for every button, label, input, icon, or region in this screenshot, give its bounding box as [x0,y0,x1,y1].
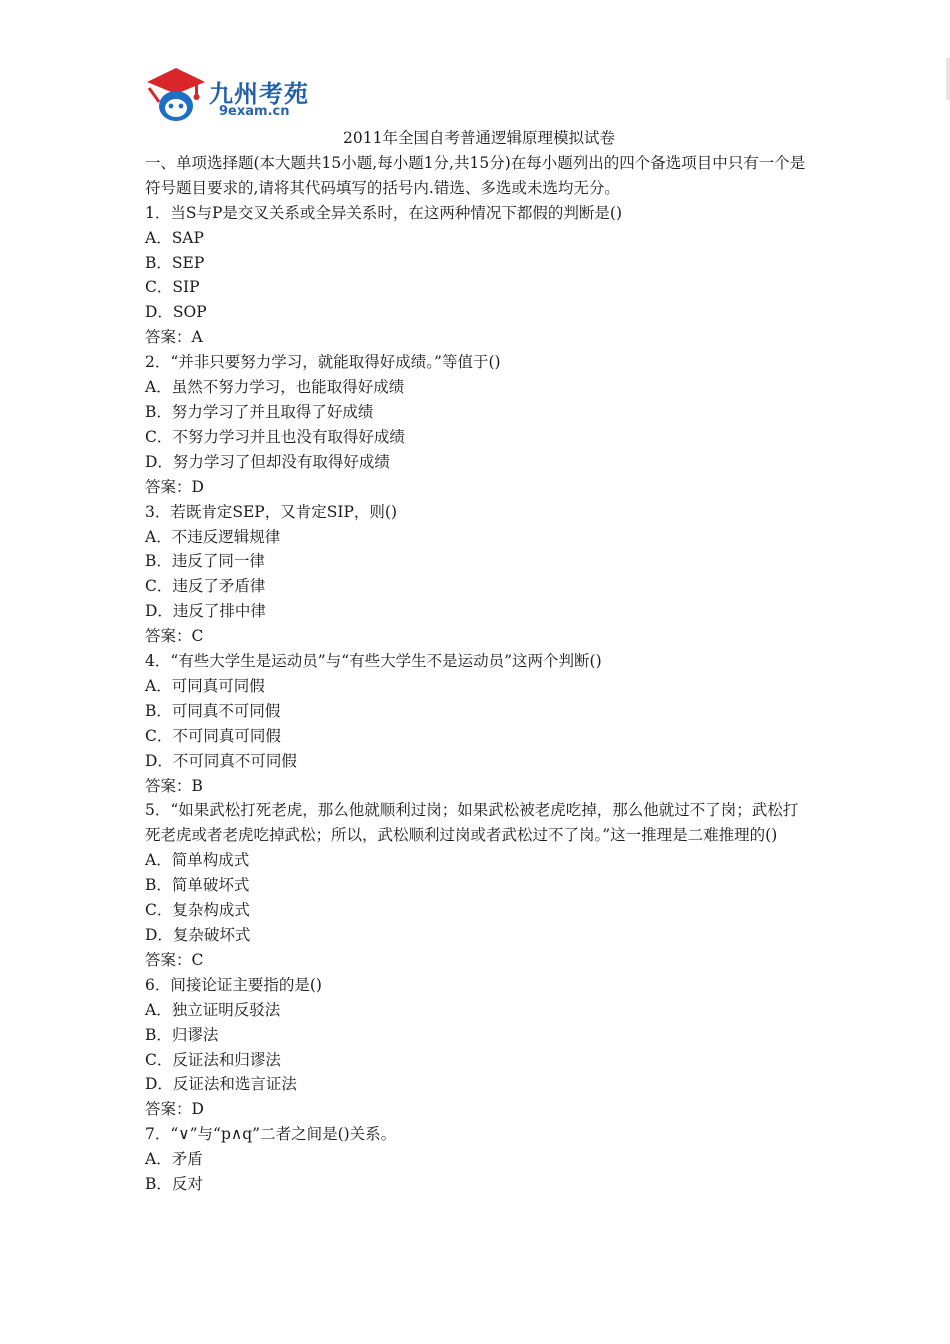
question-item [145,500,813,649]
answer-option: C．不努力学习并且也没有取得好成绩 [145,427,405,446]
answer-option: B．努力学习了并且取得了好成绩 [145,402,374,421]
answer-option: A．独立证明反驳法 [145,1000,281,1019]
answer-option: B．归谬法 [145,1025,219,1044]
answer-key: 答案：C [145,627,204,646]
question-item [145,649,813,798]
answer-option: B．反对 [145,1175,203,1194]
answer-option: C．不可同真可同假 [145,726,281,745]
question-stem: 5．“如果武松打死老虎，那么他就顺利过岗；如果武松被老虎吃掉，那么他就过不了岗；武松打死老虎或者老虎吃掉武松；所以，武松顺利过岗或者武松过不了岗。”这一推理是二难推理的() [145,801,799,845]
section-instructions: 一、单项选择题(本大题共15小题,每小题1分,共15分)在每小题列出的四个备选项目中只有一个是符号题目要求的,请将其代码填写的括号内.错选、多选或未选均无分。 [145,153,806,197]
question-item [145,798,813,972]
question-stem: 4．“有些大学生是运动员”与“有些大学生不是运动员”这两个判断() [145,652,602,671]
answer-option: D．复杂破坏式 [145,926,251,944]
answer-option: C．复杂构成式 [145,901,250,920]
answer-option: D．努力学习了但却没有取得好成绩 [145,452,390,471]
answer-option: C．反证法和归谬法 [145,1050,281,1069]
site-logo [145,66,311,126]
question-item [145,350,813,499]
answer-option: A．SAP [145,228,204,247]
question-list [145,201,813,1197]
answer-key: 答案：D [145,477,204,496]
question-item [145,1122,813,1197]
document-title: 2011年全国自考普通逻辑原理模拟试卷 [343,129,615,147]
page-edge-shadow [946,58,950,100]
question-item [145,201,813,350]
question-stem: 6．间接论证主要指的是() [145,975,322,994]
answer-option: B．违反了同一律 [145,552,265,571]
answer-key: 答案：B [145,776,203,795]
answer-option: B．可同真不可同假 [145,701,281,720]
answer-option: D．反证法和选言证法 [145,1075,297,1094]
answer-option: D．不可同真不可同假 [145,751,297,770]
answer-option: B．简单破坏式 [145,876,250,895]
answer-option: A．不违反逻辑规律 [145,527,281,546]
answer-key: 答案：D [145,1100,204,1119]
question-stem: 1．当S与P是交叉关系或全异关系时，在这两种情况下都假的判断是() [145,203,623,222]
graduation-cap-mascot-icon [145,66,207,126]
answer-option: C．违反了矛盾律 [145,577,266,596]
document-body [145,126,813,1197]
logo-domain-text: 9exam.cn [219,104,290,119]
answer-option: A．虽然不努力学习，也能取得好成绩 [145,378,405,397]
question-item [145,973,813,1122]
answer-option: A．可同真可同假 [145,676,265,695]
answer-option: C．SIP [145,278,200,297]
answer-option: D．违反了排中律 [145,602,266,621]
answer-option: D．SOP [145,303,207,322]
answer-option: A．简单构成式 [145,851,250,870]
answer-key: 答案：C [145,950,204,969]
question-stem: 2．“并非只要努力学习，就能取得好成绩。”等值于() [145,353,501,372]
answer-option: A．矛盾 [145,1150,203,1169]
logo-brand-text: 九州考苑 [209,80,309,108]
answer-option: B．SEP [145,253,205,272]
answer-key: 答案：A [145,328,203,347]
question-stem: 7．“∨”与“p∧q”二者之间是()关系。 [145,1125,397,1144]
question-stem: 3．若既肯定SEP，又肯定SIP，则() [145,502,397,521]
